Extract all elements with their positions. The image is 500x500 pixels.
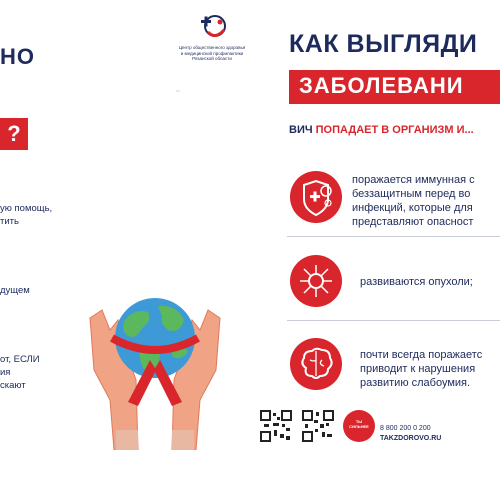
hotline-phone[interactable]: 8 800 200 0 200 xyxy=(380,425,431,432)
faint-mark: ▭ xyxy=(176,88,180,93)
qr-code-icon[interactable] xyxy=(260,410,292,442)
logo-mark-icon xyxy=(194,14,230,40)
website-link[interactable]: TAKZDOROVO.RU xyxy=(380,435,442,442)
item-text-line: представляют опасност xyxy=(352,216,474,228)
logo-text-line: и медицинской профилактики xyxy=(180,50,244,56)
item-icon-circle xyxy=(290,255,342,307)
left-text-line: ия xyxy=(0,367,11,378)
item-icon-circle xyxy=(290,338,342,390)
campaign-badge xyxy=(343,410,375,442)
section-subtitle xyxy=(289,124,474,136)
hands-globe-illustration xyxy=(80,290,230,450)
left-question-box: ? xyxy=(0,118,28,150)
shield-virus-icon xyxy=(290,171,342,223)
left-heading-fragment: НО xyxy=(0,44,35,69)
left-text-line: дущем xyxy=(0,285,30,296)
left-text-line: ую помощь, xyxy=(0,203,53,214)
page-subtitle-banner-text: ЗАБОЛЕВАНИ xyxy=(299,73,464,98)
item-text-line: поражается иммунная с xyxy=(352,174,475,186)
brain-icon xyxy=(290,338,342,390)
badge-line: СИЛЬНЕЕ xyxy=(349,424,369,429)
item-text-line: развиваются опухоли; xyxy=(360,276,473,288)
logo-text-line: Центр общественного здоровья xyxy=(178,45,246,50)
item-icon-circle xyxy=(290,171,342,223)
badge-line: ТЫ xyxy=(355,419,363,424)
item-text-line: приводит к нарушения xyxy=(360,363,476,375)
tumor-cell-icon xyxy=(290,255,342,307)
item-text xyxy=(360,348,482,390)
logo-text-line: Рязанской области xyxy=(192,56,232,61)
item-text-line: инфекций, которые для xyxy=(352,202,473,214)
subtitle-hiv: ВИЧ xyxy=(289,124,313,136)
item-divider xyxy=(287,320,500,321)
subtitle-rest: ПОПАДАЕТ В ОРГАНИЗМ И... xyxy=(312,124,474,136)
left-text-line: от, ЕСЛИ xyxy=(0,354,40,365)
item-text-line: почти всегда поражаетс xyxy=(360,349,483,361)
org-logo xyxy=(172,14,252,62)
item-text xyxy=(352,173,475,229)
item-text xyxy=(360,275,473,289)
qr-code-icon[interactable] xyxy=(302,410,334,442)
left-text-line: скают xyxy=(0,380,26,391)
page-title: КАК ВЫГЛЯДИ xyxy=(289,30,478,58)
left-text-line: тить xyxy=(0,216,19,227)
item-text-line: развитию слабоумия. xyxy=(360,377,471,389)
item-text-line: беззащитным перед во xyxy=(352,188,471,200)
item-divider xyxy=(287,236,500,237)
